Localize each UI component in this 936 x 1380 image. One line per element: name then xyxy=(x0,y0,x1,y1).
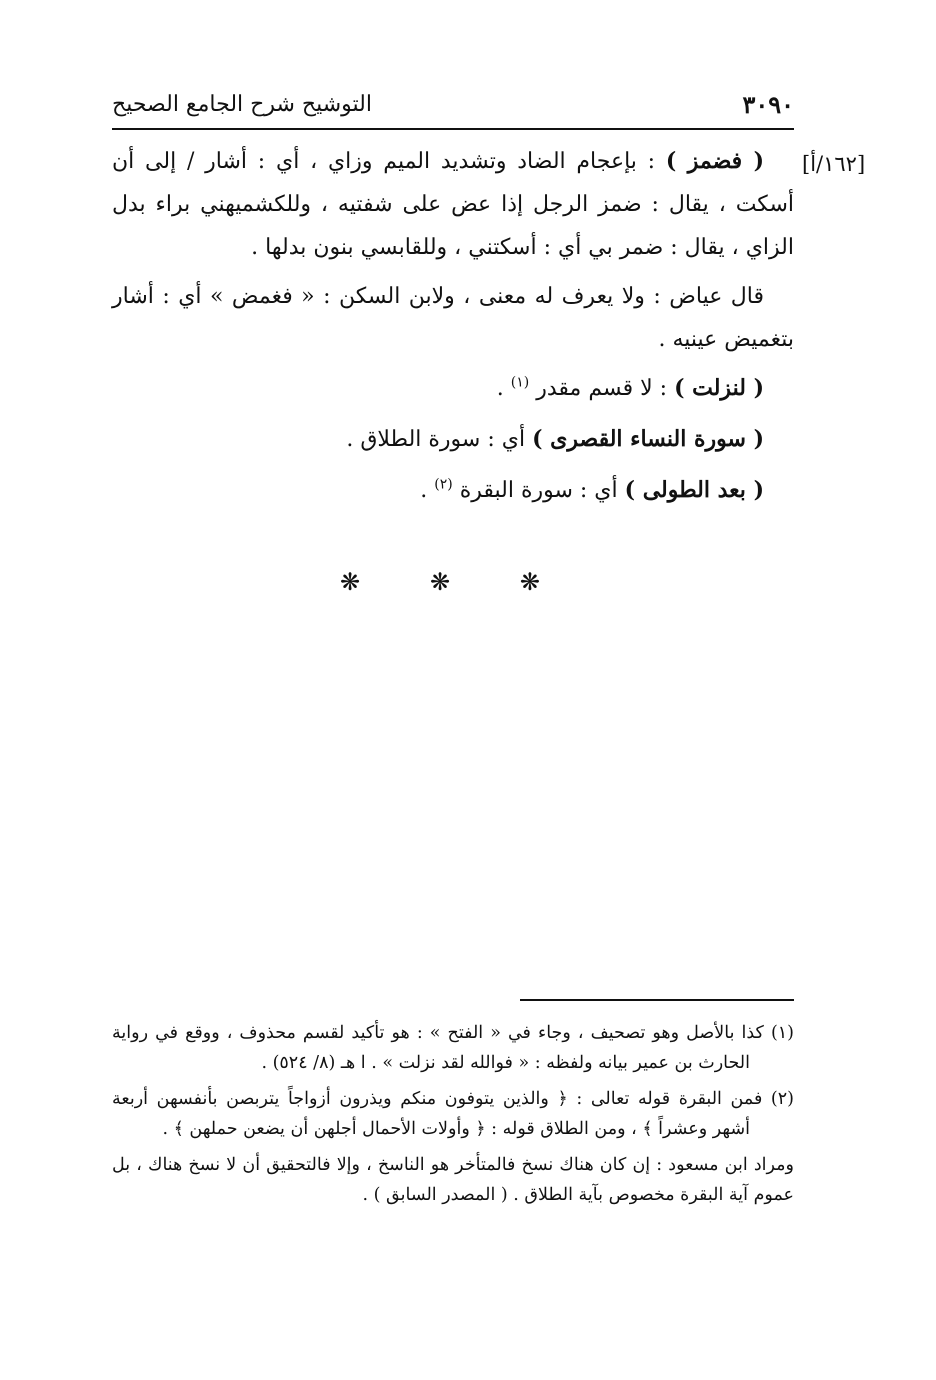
footnotes xyxy=(112,1018,794,1216)
paragraph-5 xyxy=(112,469,794,512)
margin-manuscript-reference: [١٦٢/أ] xyxy=(802,152,866,176)
lemma-lanazalat: ( لنزلت ) xyxy=(674,375,764,401)
page-number: ٣٠٩٠ xyxy=(742,90,794,119)
footnote-2-continuation: ومراد ابن مسعود : إن كان هناك نسخ فالمتأخر هو الناسخ ، وإلا فالتحقيق أن لا نسخ هناك ، بل عموم آية البقرة مخصوص بآية الطلاق . ( المصدر السابق ) . xyxy=(112,1155,794,1205)
footnote-ref-1: (١) xyxy=(510,374,530,391)
paragraph-5-end: . xyxy=(420,478,435,503)
footnote-ref-2: (٢) xyxy=(434,476,453,493)
ornament-icon: ❋ xyxy=(519,568,540,596)
paragraph-2-text: قال عياض : ولا يعرف له معنى ، ولابن السكن : « فغمض » أي : أشار بتغميض عينيه . xyxy=(112,284,794,352)
paragraph-4-text: أي : سورة الطلاق . xyxy=(346,427,533,452)
footnote-rule xyxy=(520,999,794,1001)
ornament-icon: ❋ xyxy=(429,568,451,596)
lemma-fadamaz: ( فضمز ) xyxy=(665,148,765,174)
ornament-icon: ❋ xyxy=(340,568,361,596)
paragraph-4 xyxy=(112,418,794,461)
footnote-2: (٢) فمن البقرة قوله تعالى : ﴿ والذين يتوفون منكم ويذرون أزواجاً يتربصن بأنفسهن أربعة أشهر وعشراً ﴾ ، ومن الطلاق قوله : ﴿ وأولات الأحمال أجلهن أن يضعن حملهن ﴾ . xyxy=(112,1089,794,1139)
paragraph-5-text: أي : سورة البقرة xyxy=(452,478,625,503)
paragraph-3-end: . xyxy=(496,376,511,401)
paragraph-3 xyxy=(112,367,794,410)
footnote-1: (١) كذا بالأصل وهو تصحيف ، وجاء في « الفتح » : هو تأكيد لقسم محذوف ، ووقع في رواية الحارث بن عمير بيانه ولفظه : « فوالله لقد نزلت » . ا هـ (٨/ ٥٢٤) . xyxy=(112,1023,794,1073)
paragraph-1-text: : بإعجام الضاد وتشديد الميم وزاي ، أي : أشار / إلى أن أسكت ، يقال : ضمز الرجل إذا عض على شفتيه ، وللكشميهني براء بدل الزاي ، يقال : ضمر بي أي : أسكتني ، وللقابسي بنون بدلها . xyxy=(112,149,794,260)
lemma-bad-al-tula: ( بعد الطولى ) xyxy=(624,477,764,503)
main-text xyxy=(112,140,794,520)
running-title: التوشيح شرح الجامع الصحيح xyxy=(112,92,372,117)
paragraph-2 xyxy=(112,275,794,361)
header-rule xyxy=(112,128,794,130)
section-divider-ornaments xyxy=(340,568,540,596)
paragraph-3-text: : لا قسم مقدر xyxy=(529,376,675,401)
page-header xyxy=(112,86,794,126)
lemma-surat-al-nisa: ( سورة النساء القصرى ) xyxy=(532,426,764,452)
paragraph-1 xyxy=(112,140,794,269)
